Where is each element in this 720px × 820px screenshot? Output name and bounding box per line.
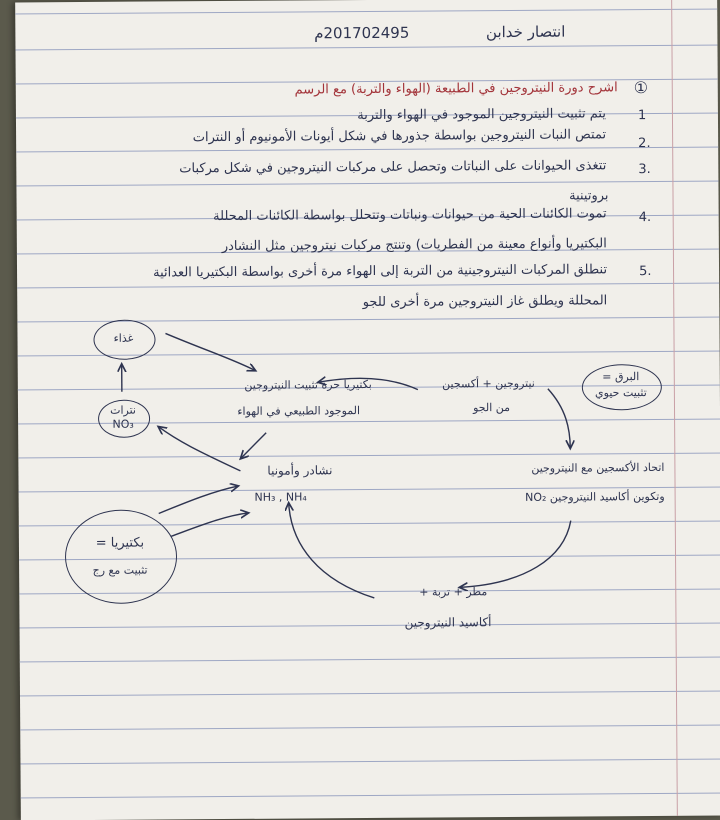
nh-formula: NH₃ , NH₄ — [254, 490, 307, 504]
step-text: تتغذى الحيوانات على النباتات وتحصل على مركبات النيتروجين في شكل مركبات — [179, 158, 607, 177]
question-number: ① — [633, 78, 649, 98]
step-number: 5. — [638, 264, 652, 280]
rain-label: مطر + تربة + — [419, 585, 488, 599]
n2-o2-label: نيتروجين + أكسجين — [442, 376, 535, 391]
step-number: 2. — [638, 136, 651, 152]
bacteria-circle — [65, 509, 178, 604]
no3-label: NO₃ — [112, 417, 134, 431]
step-text: يتم تثبيت النيتروجين الموجود في الهواء والتربة — [357, 106, 606, 124]
bacteria-label: بكتيريا = — [95, 535, 145, 551]
step-number: 4. — [638, 210, 652, 226]
bio-fixation-label: تثبيت حيوي — [594, 386, 647, 400]
step-text-continued: البكتيريا وأنواع معينة من الفطريات) وتنتج مركبات نيتروجين مثل النشادر — [221, 236, 607, 255]
student-id: 201702495م — [314, 23, 410, 43]
oxidation-label: اتحاد الأكسجين مع النيتروجين — [531, 460, 665, 475]
ammonia-label: نشادر وأمونيا — [267, 463, 333, 478]
step-text-continued: المحللة ويطلق غاز النيتروجين مرة أخرى للجو — [362, 293, 608, 311]
notebook-page — [15, 0, 720, 820]
step-text: تموت الكائنات الحية من حيوانات ونباتات وتتحلل بواسطة الكائنات المحللة — [213, 206, 607, 225]
nitrogen-oxides-label: أكاسيد النيتروجين — [404, 615, 492, 630]
step-text-continued: بروتينية — [569, 188, 609, 204]
step-text: تمتص النبات النيتروجين بواسطة جذورها في شكل أيونات الأمونيوم أو النترات — [192, 127, 607, 146]
bacteria-fixing-label-2: الموجود الطبيعي في الهواء — [237, 404, 361, 418]
lightning-label: البرق = — [602, 370, 640, 384]
food-label: غذاء — [113, 331, 134, 345]
question-prompt: اشرح دورة النيتروجين في الطبيعة (الهواء والتربة) مع الرسم — [294, 80, 618, 98]
step-text: تنطلق المركبات النيتروجينية من التربة إلى الهواء مرة أخرى بواسطة البكتيريا العدائية — [153, 262, 608, 281]
student-name: انتصار خدابن — [485, 22, 566, 42]
nitrates-label: نترات — [110, 403, 136, 417]
step-number: 3. — [638, 162, 651, 178]
bacteria-fixing-label: بكتيريا حرة تثبيت النيتروجين — [244, 377, 372, 392]
oxides-label: وتكوين أكاسيد النيتروجين NO₂ — [525, 489, 665, 504]
from-air-label: من الجو — [472, 401, 511, 415]
step-number: 1 — [637, 108, 647, 124]
soil-fixation-label: تثبيت مع رج — [92, 563, 148, 577]
